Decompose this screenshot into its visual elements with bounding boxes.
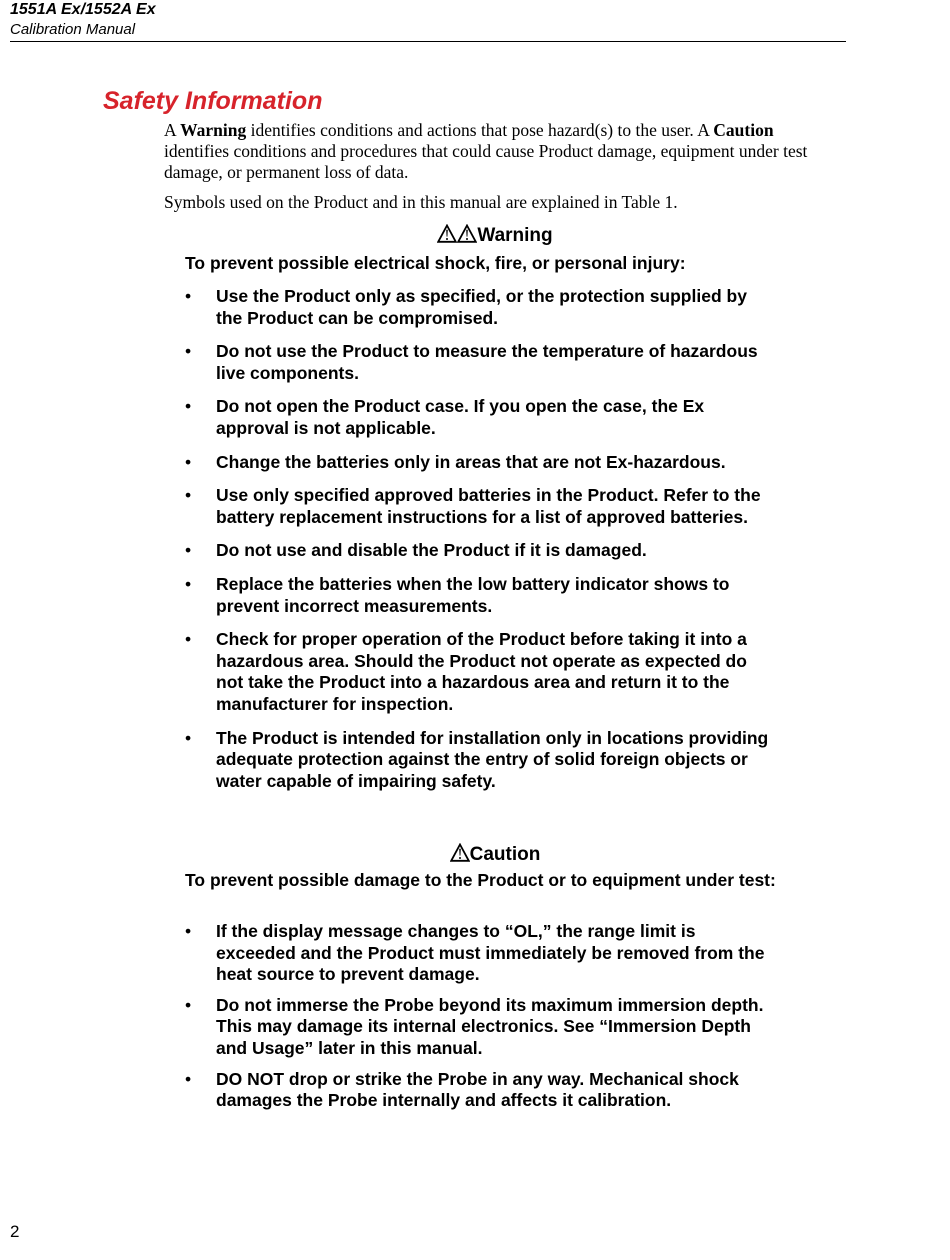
list-item [185, 396, 775, 439]
bullet-icon: • [185, 629, 192, 650]
warning-heading [185, 224, 805, 248]
intro-warning-term: Warning [180, 120, 247, 140]
intro-text: A [164, 120, 181, 140]
bullet-icon: • [185, 485, 192, 506]
list-item [185, 728, 775, 793]
bullet-icon: • [185, 540, 192, 561]
caution-heading-label: Caution [469, 844, 541, 865]
list-item-text: Change the batteries only in areas that are not Ex-hazardous. [216, 451, 726, 472]
bullet-icon: • [185, 573, 192, 594]
list-item-text: Use the Product only as specified, or the protection supplied by the Product can be compromised. [216, 286, 747, 328]
list-item-text: Check for proper operation of the Product before taking it into a hazardous area. Should the Product not operate as expected do not take the Product into a hazardous area and return it to the manufacturer for inspection. [216, 629, 747, 714]
warning-heading-label: Warning [477, 225, 553, 246]
list-item [185, 629, 775, 715]
list-item [185, 540, 775, 562]
list-item [185, 921, 775, 986]
section-title: Safety Information [103, 87, 323, 115]
warning-list [185, 286, 775, 804]
list-item [185, 286, 775, 329]
intro-text: identifies conditions and actions that pose hazard(s) to the user. A [246, 120, 714, 140]
warning-triangle-icon [437, 224, 457, 243]
list-item-text: If the display message changes to “OL,” the range limit is exceeded and the Product must immediately be removed from the heat source to prevent damage. [216, 921, 765, 985]
list-item-text: The Product is intended for installation only in locations providing adequate protection against the entry of solid foreign objects or water capable of impairing safety. [216, 727, 769, 791]
page-header [10, 0, 846, 42]
warning-triangle-icon [450, 843, 470, 862]
list-item [185, 341, 775, 384]
bullet-icon: • [185, 1068, 192, 1089]
list-item [185, 574, 775, 617]
bullet-icon: • [185, 341, 192, 362]
page-number: 2 [10, 1222, 20, 1241]
list-item [185, 485, 775, 528]
list-item-text: Replace the batteries when the low battery indicator shows to prevent incorrect measurements. [216, 573, 730, 616]
bullet-icon: • [185, 727, 192, 748]
bullet-icon: • [185, 921, 192, 941]
header-manual-title: Calibration Manual [10, 21, 136, 38]
symbols-paragraph: Symbols used on the Product and in this manual are explained in Table 1. [164, 192, 678, 212]
caution-list [185, 921, 775, 1121]
list-item-text: Do not open the Product case. If you open the case, the Ex approval is not applicable. [216, 396, 705, 438]
intro-paragraph [164, 120, 834, 183]
caution-heading [185, 843, 805, 867]
list-item-text: Do not immerse the Probe beyond its maximum immersion depth. This may damage its internal electronics. See “Immersion Depth and Usage” later in this manual. [216, 994, 764, 1058]
list-item [185, 452, 775, 474]
caution-lead: To prevent possible damage to the Product or to equipment under test: [185, 870, 776, 890]
list-item-text: Do not use and disable the Product if it is damaged. [216, 540, 647, 561]
list-item-text: DO NOT drop or strike the Probe in any way. Mechanical shock damages the Probe internally and affects it calibration. [216, 1068, 739, 1111]
list-item-text: Do not use the Product to measure the temperature of hazardous live components. [216, 341, 758, 383]
bullet-icon: • [185, 396, 192, 417]
bullet-icon: • [185, 286, 192, 306]
warning-lead: To prevent possible electrical shock, fire, or personal injury: [185, 253, 686, 273]
warning-triangle-icon [457, 224, 477, 243]
list-item [185, 995, 775, 1060]
intro-caution-term: Caution [713, 120, 774, 140]
header-model: 1551A Ex/1552A Ex [10, 1, 156, 18]
list-item [185, 1069, 775, 1112]
bullet-icon: • [185, 451, 192, 472]
bullet-icon: • [185, 994, 192, 1015]
intro-text: identifies conditions and procedures that could cause Product damage, equipment under test damage, or permanent loss of data. [164, 141, 808, 182]
list-item-text: Use only specified approved batteries in the Product. Refer to the battery replacement instructions for a list of approved batteries. [216, 485, 761, 527]
